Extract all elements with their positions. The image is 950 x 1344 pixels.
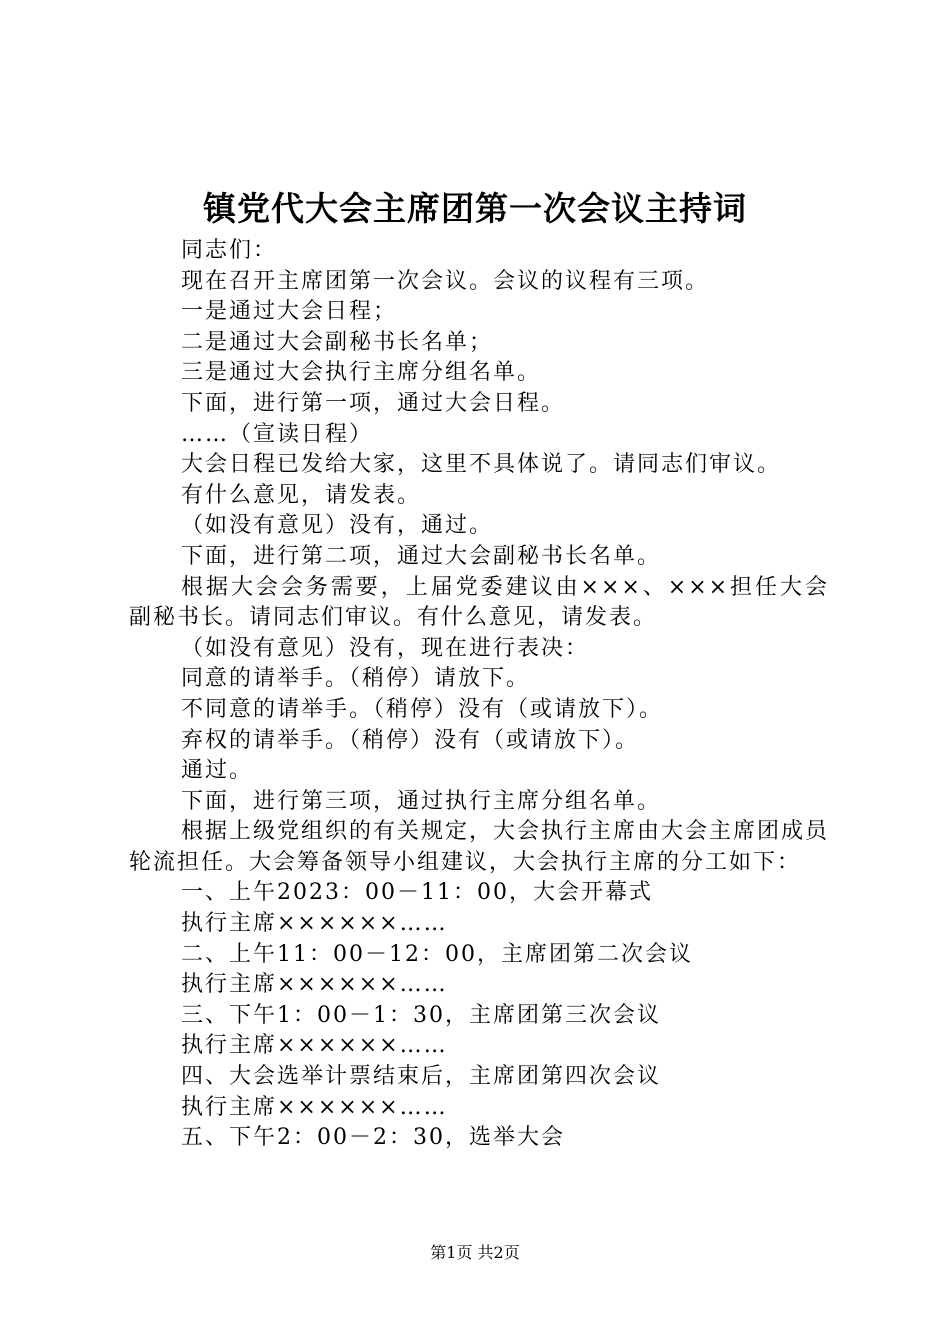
document-body [129, 236, 829, 1154]
paragraph: 有什么意见，请发表。 [181, 482, 422, 508]
paragraph: 一是通过大会日程； [181, 299, 398, 325]
page-number-footer: 第1页 共2页 [430, 1243, 520, 1262]
document-title: 镇党代大会主席团第一次会议主持词 [203, 189, 747, 228]
paragraph: 下面，进行第一项，通过大会日程。 [181, 390, 566, 416]
paragraph: （如没有意见）没有，现在进行表决： [181, 635, 590, 661]
paragraph: 五、下午2：00－2：30，选举大会 [181, 1125, 565, 1151]
paragraph: 二、上午11：00－12：00，主席团第二次会议 [181, 941, 693, 967]
paragraph: 大会日程已发给大家，这里不具体说了。请同志们审议。 [181, 452, 782, 478]
paragraph: 三是通过大会执行主席分组名单。 [181, 360, 542, 386]
paragraph: ……（宣读日程） [181, 421, 374, 447]
paragraph: 不同意的请举手。（稍停）没有（或请放下）。 [181, 696, 664, 722]
paragraph: 根据大会会务需要，上届党委建议由×××、×××担任大会副秘书长。请同志们审议。有什么意见，请发表。 [129, 574, 829, 631]
paragraph: 三、下午1：00－1：30，主席团第三次会议 [181, 1002, 661, 1028]
paragraph: 四、大会选举计票结束后，主席团第四次会议 [181, 1064, 662, 1090]
paragraph: 同意的请举手。（稍停）请放下。 [181, 666, 531, 692]
paragraph: 同志们： [181, 238, 278, 263]
paragraph: 下面，进行第三项，通过执行主席分组名单。 [181, 788, 662, 814]
paragraph: 下面，进行第二项，通过大会副秘书长名单。 [181, 543, 662, 569]
paragraph: 执行主席××××××…… [181, 972, 448, 998]
paragraph: 弃权的请举手。（稍停）没有（或请放下）。 [181, 727, 640, 753]
paragraph: 执行主席××××××…… [181, 1094, 448, 1120]
paragraph: （如没有意见）没有，通过。 [181, 513, 494, 539]
paragraph: 二是通过大会副秘书长名单； [181, 329, 494, 355]
paragraph: 执行主席××××××…… [181, 911, 448, 937]
paragraph: 根据上级党组织的有关规定，大会执行主席由大会主席团成员轮流担任。大会筹备领导小组建议，大会执行主席的分工如下： [129, 819, 830, 875]
paragraph: 执行主席××××××…… [181, 1033, 448, 1059]
paragraph: 现在召开主席团第一次会议。会议的议程有三项。 [181, 268, 710, 294]
paragraph: 通过。 [181, 758, 254, 784]
paragraph: 一、上午2023：00－11：00，大会开幕式 [181, 880, 653, 906]
